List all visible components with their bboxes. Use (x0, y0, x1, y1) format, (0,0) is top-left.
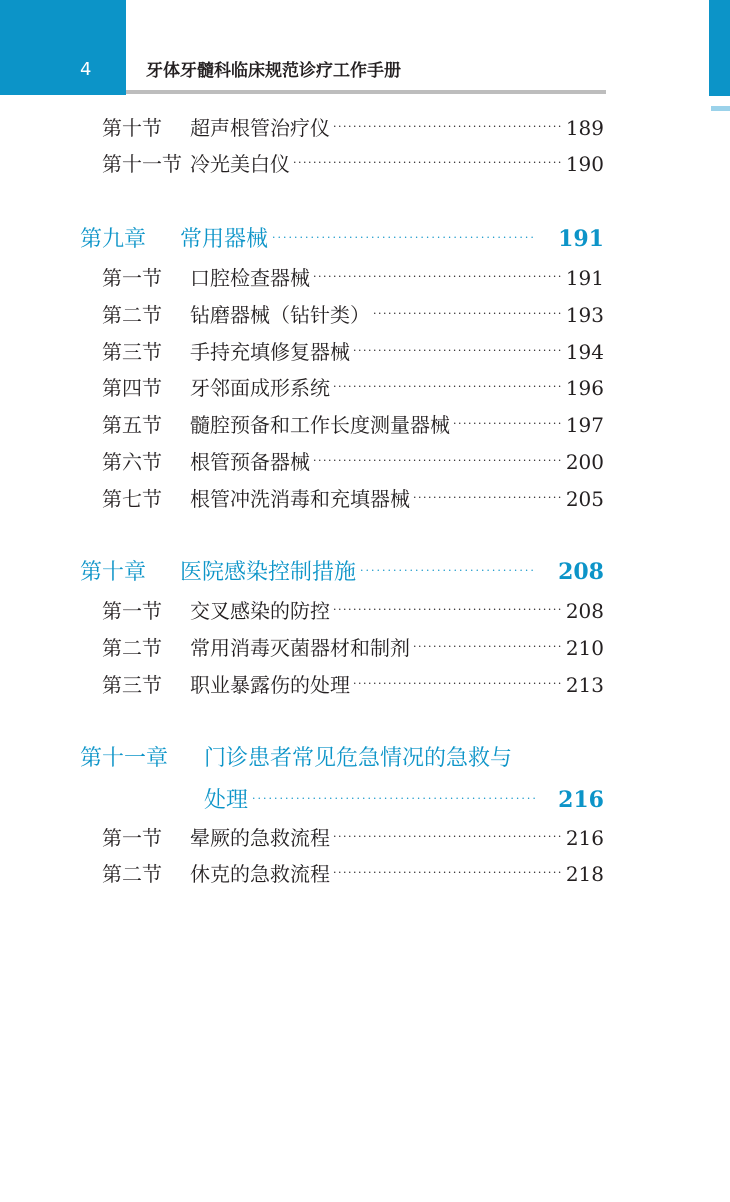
section-title: 休克的急救流程 (190, 862, 330, 886)
section-title: 髓腔预备和工作长度测量器械 (190, 413, 450, 437)
leader-dots (353, 344, 563, 357)
leader-dots (333, 120, 563, 133)
section-number: 第六节 (102, 450, 162, 474)
section-number: 第十节 (102, 116, 162, 140)
header-divider (126, 90, 606, 94)
chapter-number: 第十一章 (80, 746, 169, 771)
toc-entry-section[interactable] (102, 112, 604, 141)
toc-entry-section[interactable] (102, 409, 604, 438)
section-title: 根管冲洗消毒和充填器械 (190, 487, 410, 511)
section-title: 手持充填修复器械 (190, 340, 350, 364)
toc-entry-section[interactable] (102, 262, 604, 291)
leader-dots (373, 307, 563, 320)
section-number: 第一节 (102, 599, 162, 623)
toc-entry-section[interactable] (102, 336, 604, 365)
leader-dots (413, 640, 563, 653)
section-page: 218 (565, 862, 604, 886)
leader-dots (360, 564, 536, 577)
leader-dots (353, 677, 563, 690)
section-title: 口腔检查器械 (190, 266, 310, 290)
chapter-title: 常用器械 (180, 227, 269, 252)
leader-dots (453, 417, 563, 430)
section-title: 钻磨器械（钻针类） (190, 303, 370, 327)
leader-dots (313, 270, 563, 283)
toc-entry-section[interactable] (102, 446, 604, 475)
leader-dots (293, 156, 563, 169)
chapter-title-continued: 处理 (204, 788, 249, 813)
section-page: 200 (565, 450, 604, 474)
section-page: 213 (565, 673, 604, 697)
section-number: 第二节 (102, 303, 162, 327)
chapter-page: 216 (558, 787, 604, 813)
section-number: 第十一节 (102, 152, 182, 176)
section-title: 超声根管治疗仪 (190, 116, 330, 140)
toc-entry-chapter-continued[interactable] (204, 783, 604, 814)
leader-dots (413, 491, 563, 504)
toc-entry-section[interactable] (102, 632, 604, 661)
section-page: 193 (565, 303, 604, 327)
toc-entry-section[interactable] (102, 595, 604, 624)
chapter-page: 191 (558, 226, 604, 252)
section-title: 晕厥的急救流程 (190, 826, 330, 850)
section-page: 216 (565, 826, 604, 850)
toc-entry-section[interactable] (102, 299, 604, 328)
section-number: 第二节 (102, 636, 162, 660)
chapter-title: 医院感染控制措施 (180, 560, 357, 585)
leader-dots (272, 231, 536, 244)
section-number: 第七节 (102, 487, 162, 511)
side-tab-marker (709, 0, 730, 96)
toc-entry-section[interactable] (102, 669, 604, 698)
section-page: 196 (565, 376, 604, 400)
section-number: 第三节 (102, 340, 162, 364)
section-number: 第一节 (102, 266, 162, 290)
side-tab-line (711, 106, 730, 111)
section-title: 职业暴露伤的处理 (190, 673, 350, 697)
section-page: 190 (565, 152, 604, 176)
section-page: 208 (565, 599, 604, 623)
section-title: 常用消毒灭菌器材和制剂 (190, 636, 410, 660)
section-number: 第一节 (102, 826, 162, 850)
section-page: 197 (565, 413, 604, 437)
toc-entry-chapter[interactable] (80, 555, 604, 586)
section-title: 交叉感染的防控 (190, 599, 330, 623)
section-page: 191 (565, 266, 604, 290)
toc-entry-section[interactable] (102, 148, 604, 177)
leader-dots (333, 380, 563, 393)
section-number: 第五节 (102, 413, 162, 437)
chapter-number: 第九章 (80, 227, 147, 252)
book-title: 牙体牙髓科临床规范诊疗工作手册 (146, 61, 401, 81)
section-page: 189 (565, 116, 604, 140)
section-page: 194 (565, 340, 604, 364)
chapter-page: 208 (558, 559, 604, 585)
section-number: 第二节 (102, 862, 162, 886)
toc-entry-section[interactable] (102, 822, 604, 851)
toc-entry-chapter[interactable] (80, 741, 604, 772)
toc-entry-section[interactable] (102, 483, 604, 512)
leader-dots (252, 792, 536, 805)
section-number: 第四节 (102, 376, 162, 400)
section-title: 冷光美白仪 (190, 152, 290, 176)
section-page: 210 (565, 636, 604, 660)
chapter-number: 第十章 (80, 560, 147, 585)
toc-entry-section[interactable] (102, 858, 604, 887)
header-color-block (0, 0, 126, 95)
page-number: 4 (80, 59, 92, 80)
leader-dots (333, 603, 563, 616)
section-page: 205 (565, 487, 604, 511)
leader-dots (313, 454, 563, 467)
section-title: 牙邻面成形系统 (190, 376, 330, 400)
toc-entry-section[interactable] (102, 372, 604, 401)
chapter-title: 门诊患者常见危急情况的急救与 (204, 746, 513, 771)
section-title: 根管预备器械 (190, 450, 310, 474)
leader-dots (333, 830, 563, 843)
toc-entry-chapter[interactable] (80, 222, 604, 253)
section-number: 第三节 (102, 673, 162, 697)
leader-dots (333, 866, 563, 879)
